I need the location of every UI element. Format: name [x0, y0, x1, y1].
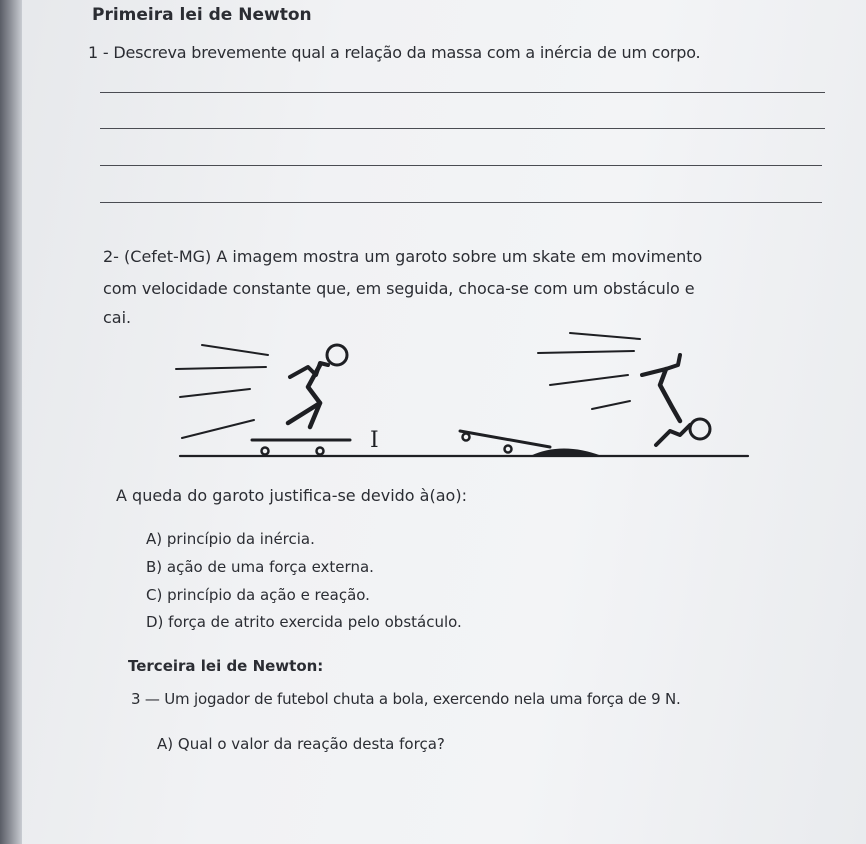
page-edge-shadow — [0, 0, 22, 844]
fallen-boy-body — [660, 369, 680, 421]
answer-line-2[interactable] — [100, 128, 825, 129]
question-3a-text: A) Qual o valor da reação desta força? — [157, 735, 445, 753]
obstacle-mound — [530, 449, 602, 457]
motion-line — [538, 351, 634, 353]
motion-line — [176, 367, 266, 369]
question-2-line-1: 2- (Cefet-MG) A imagem mostra um garoto sobre um skate em movimento — [103, 247, 703, 266]
motion-line — [182, 420, 254, 438]
section-title-third-law: Terceira lei de Newton: — [128, 657, 324, 675]
boy-arms — [290, 363, 328, 377]
question-1-text: 1 - Descreva brevemente qual a relação da massa com a inércia de um corpo. — [88, 43, 701, 62]
answer-line-4[interactable] — [100, 202, 822, 203]
option-d[interactable]: D) força de atrito exercida pelo obstáculo. — [146, 613, 462, 631]
motion-line — [202, 345, 268, 355]
fallen-boy-legs — [642, 355, 680, 375]
tilted-skateboard — [460, 431, 550, 447]
motion-line — [180, 389, 250, 397]
skateboard-wheel — [262, 448, 269, 455]
fallen-boy-head — [690, 419, 710, 439]
answer-line-3[interactable] — [100, 165, 822, 166]
boy-head — [327, 345, 347, 365]
option-c[interactable]: C) princípio da ação e reação. — [146, 586, 370, 604]
skateboard-wheel — [317, 448, 324, 455]
question-3-text: 3 — Um jogador de futebol chuta a bola, exercendo nela uma força de 9 N. — [131, 690, 681, 708]
question-2-line-2: com velocidade constante que, em seguida, choca-se com um obstáculo e — [103, 279, 695, 298]
fallen-boy-arm — [656, 425, 690, 445]
skateboard-wheel — [505, 446, 512, 453]
answer-line-1[interactable] — [100, 92, 825, 93]
option-b[interactable]: B) ação de uma força externa. — [146, 558, 374, 576]
motion-line — [570, 333, 640, 339]
question-2-line-3: cai. — [103, 308, 132, 327]
question-2-prompt: A queda do garoto justifica-se devido à(ao): — [116, 486, 467, 505]
skateboard-collision-figure — [170, 325, 760, 470]
section-title-first-law: Primeira lei de Newton — [92, 5, 312, 25]
figure-label: I — [370, 428, 379, 453]
option-a[interactable]: A) princípio da inércia. — [146, 530, 315, 548]
motion-line — [550, 375, 628, 385]
skateboard-wheel — [463, 434, 470, 441]
motion-line — [592, 401, 630, 409]
